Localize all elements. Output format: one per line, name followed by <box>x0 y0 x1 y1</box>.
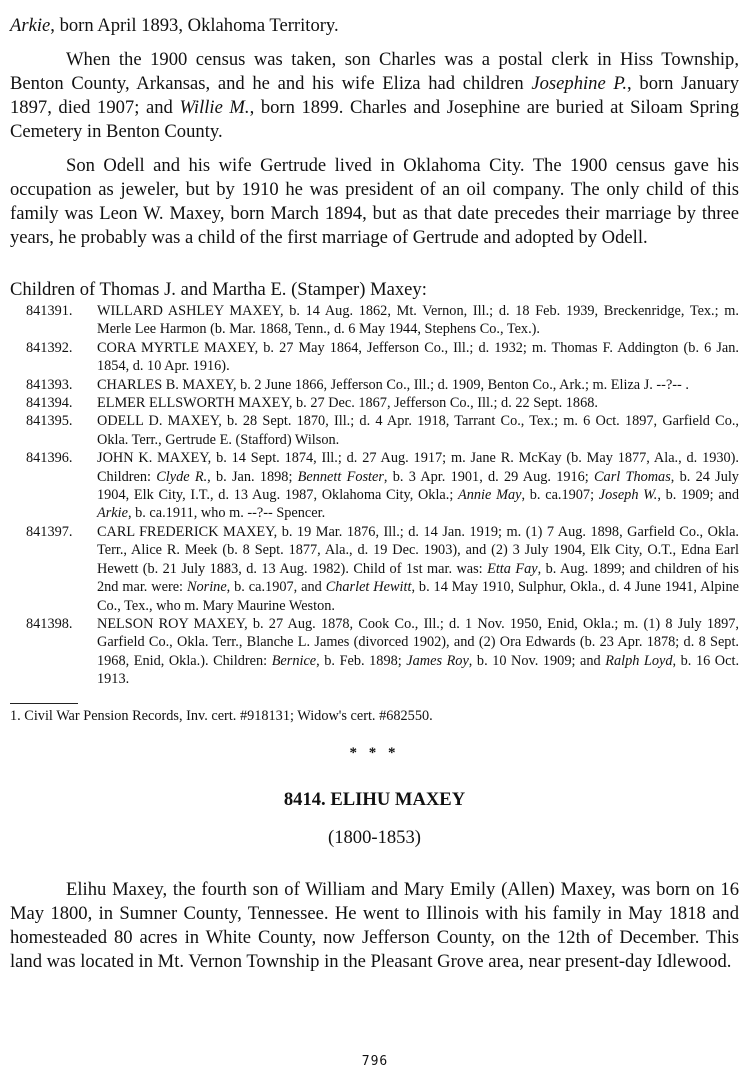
entry-text: ODELL D. MAXEY, b. 28 Sept. 1870, Ill.; d. 4 Apr. 1918, Tarrant Co., Tex.; m. 6 Oct. 1897, Garfield Co., Okla. Terr., Gertrude E. (Stafford) Wilson. <box>97 413 739 448</box>
paragraph-charles: When the 1900 census was taken, son Charles was a postal clerk in Hiss Township, Benton County, Arkansas, and he and his wife Eliza had children Josephine P., born January 1897, died 1907; and Willie M., born 1899. Charles and Josephine are buried at Siloam Spring Cemetery in Benton County. <box>10 49 740 142</box>
entry-number: 841393. <box>26 376 73 393</box>
entry-text: WILLARD ASHLEY MAXEY, b. 14 Aug. 1862, Mt. Vernon, Ill.; d. 18 Feb. 1939, Breckenridge, Tex.; m. Merle Lee Harmon (b. Mar. 1868, Tenn., d. 6 May 1944, Stephens Co., Tex.). <box>97 303 739 338</box>
intro-line: Arkie, born April 1893, Oklahoma Territory. <box>10 15 339 36</box>
page-number: 796 <box>361 1054 389 1069</box>
entry-text: NELSON ROY MAXEY, b. 27 Aug. 1878, Cook Co., Ill.; d. 1 Nov. 1950, Enid, Okla.; m. (1) 8 July 1897, Garfield Co., Okla. Terr., Blanche L. James (divorced 1902), and (2) Ora Edwards (b. 23 Apr. 1878; d. 8 Sept. 1968, Enid, Okla.). Children: Bernice, b. Feb. 1898; James Roy, b. 10 Nov. 1909; and Ralph Loyd, b. 16 Oct. 1913. <box>97 615 740 688</box>
paragraph-odell: Son Odell and his wife Gertrude lived in Oklahoma City. The 1900 census gave his occupation as jeweler, but by 1910 he was president of an oil company. The only child of this family was Leon W. Maxey, born March 1894, but as that date precedes their marriage by three years, he probably was a child of the first marriage of Gertrude and adopted by Odell. <box>10 155 739 248</box>
entry-text: CHARLES B. MAXEY, b. 2 June 1866, Jefferson Co., Ill.; d. 1909, Benton Co., Ark.; m. Eliza J. --?-- . <box>97 376 689 393</box>
section-separator: * * * <box>349 744 400 761</box>
section-title: 8414. ELIHU MAXEY <box>283 788 466 810</box>
child-name-arkie: Arkie <box>10 15 51 36</box>
entry-text: CARL FREDERICK MAXEY, b. 19 Mar. 1876, Ill.; d. 14 Jan. 1919; m. (1) 7 Aug. 1898, Garfield Co., Okla. Terr., Alice R. Meek (b. 8 Sept. 1877, Ala., d. 19 Dec. 1903), and (2) 3 July 1904, Elk City, O.T., Edna Earl Hewett (b. 21 July 1883, d. 13 Aug. 1982). Child of 1st mar. was: Etta Fay, b. Aug. 1899; and children of his 2nd mar. were: Norine, b. ca.1907, and Charlet Hewitt, b. 14 May 1910, Sulphur, Okla., d. 4 June 1941, Alpine Co., Tex., who m. Mary Maurine Weston. <box>97 523 740 614</box>
list-item <box>10 523 739 615</box>
entry-text: JOHN K. MAXEY, b. 14 Sept. 1874, Ill.; d. 27 Aug. 1917; m. Jane R. McKay (b. May 1877, Ala., d. 1930). Children: Clyde R., b. Jan. 1898; Bennett Foster, b. 3 Apr. 1901, d. 29 Aug. 1916; Carl Thomas, b. 24 July 1904, Elk City, I.T., d. 13 Aug. 1987, Oklahoma City, Okla.; Annie May, b. ca.1907; Joseph W., b. 1909; and Arkie, b. ca.1911, who m. --?-- Spencer. <box>97 450 739 522</box>
entry-number: 841398. <box>26 615 73 632</box>
list-item <box>10 449 739 523</box>
entry-number: 841396. <box>26 450 73 467</box>
children-list <box>10 302 739 689</box>
entry-number: 841392. <box>26 339 73 356</box>
list-item <box>10 339 739 376</box>
list-item <box>10 394 739 412</box>
footnote-divider <box>10 703 78 704</box>
entry-number: 841397. <box>26 523 73 540</box>
list-item <box>10 412 739 449</box>
list-item <box>10 376 739 394</box>
section-dates: (1800-1853) <box>328 826 421 848</box>
entry-number: 841391. <box>26 303 73 319</box>
list-item <box>10 302 739 339</box>
list-item <box>10 615 739 689</box>
entry-text: ELMER ELLSWORTH MAXEY, b. 27 Dec. 1867, Jefferson Co., Ill.; d. 22 Sept. 1868. <box>97 395 598 412</box>
children-heading: Children of Thomas J. and Martha E. (Stamper) Maxey: <box>10 279 427 300</box>
document-page <box>10 14 739 984</box>
paragraph-elihu: Elihu Maxey, the fourth son of William and Mary Emily (Allen) Maxey, was born on 16 May 1800, in Sumner County, Tennessee. He went to Illinois with his family in May 1818 and homesteaded 80 acres in White County, now Jefferson County, on the 12th of December. This land was located in Mt. Vernon Township in the Pleasant Grove area, near present-day Idlewood. <box>10 878 739 972</box>
entry-number: 841394. <box>26 395 73 412</box>
entry-text: CORA MYRTLE MAXEY, b. 27 May 1864, Jefferson Co., Ill.; d. 1932; m. Thomas F. Addington (b. 6 Jan. 1854, d. 10 Apr. 1916). <box>97 339 739 375</box>
entry-number: 841395. <box>26 413 73 430</box>
footnote: 1. Civil War Pension Records, Inv. cert. #918131; Widow's cert. #682550. <box>10 707 433 724</box>
